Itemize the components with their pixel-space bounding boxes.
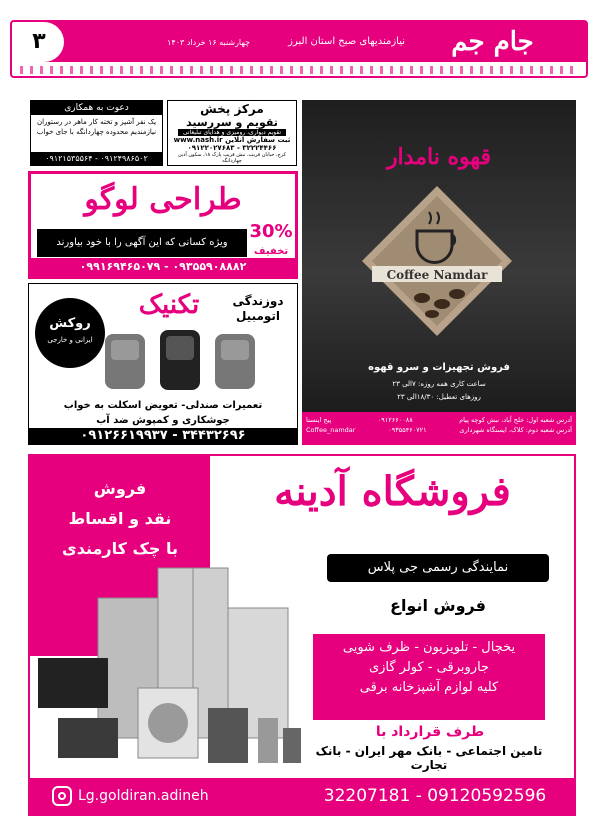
badge-title: روکش [49,316,91,331]
header-divider [20,66,580,74]
coffee-ad [302,100,576,445]
sale-line-2: نقد و اقساط [68,509,172,528]
store-contract: طرف قرارداد با [375,724,485,740]
coffee-branch-1-row [306,415,572,425]
store-ad [28,454,576,816]
header-subtitle: نیازمندیهای صبح استان البرز [288,36,405,47]
store-phone: 32207181 - 09120592596 [323,786,547,806]
upholstery-phones: ۰۹۱۲۶۶۱۹۹۳۷ - ۳۴۴۳۲۶۹۶ [29,428,297,444]
calendar-address: کرج، خیابان قریب، نبش قریب پارک ۱۸، سکون آذین چهاردانگه [177,152,286,164]
store-banks: تامین اجتماعی - بانک مهر ایران - بانک تجارت [315,744,543,772]
classified-hiring [30,100,163,166]
upholstery-ad [28,283,298,445]
appliances-image [38,558,306,776]
store-types: فروش انواع [390,596,486,615]
coffee-footer [302,412,576,445]
classified-phone: ۰۹۱۲۱۵۳۵۵۶۴ - ۰۹۱۲۴۹۸۶۵۰۲ [31,152,162,165]
logo-design-ad [28,171,298,279]
upholstery-desc-1: تعمیرات صندلی- تعویض اسکلت به خواب [63,400,263,411]
logo-ad-phones: ۰۹۹۱۶۹۴۶۵۰۷۹ - ۰۹۳۵۵۹۰۸۸۸۲ [31,258,295,276]
badge-sub: ایرانی و خارجی [47,336,93,344]
store-instagram[interactable] [52,784,252,808]
product-line-2: جاروبرقی - کولر گازی [368,660,490,675]
store-sale-text [40,474,200,564]
branch2-phone: ۰۹۳۵۵۴۶۰۷۲۱ [388,426,427,434]
coffee-logo-text: Coffee Namdar [386,268,488,282]
header-date: چهارشنبه ۱۶ خرداد ۱۴۰۳ [167,38,250,47]
upholstery-brand: تکنیک [138,290,200,320]
instagram-icon [52,786,72,806]
branch1-address: آدرس شعبه اول: خلج آباد، نبش کوچه پیام [459,416,572,424]
insta-label: پیج اینستا [306,416,332,424]
branch2-address: آدرس شعبه دوم: کلاک، ایستگاه شهرداری [459,426,572,434]
calendar-title-1: مرکز پخش [200,102,264,116]
coffee-logo-image [362,186,512,336]
calendar-service: تقویم دیواری، رومیزی و هدایای تبلیغاتی [178,129,286,136]
coffee-hours-1: ساعت کاری همه روزه: ۷الی ۲۳ [392,380,486,388]
upholstery-label: دوزندگی اتومبیل [232,294,284,323]
instagram-handle: Lg.goldiran.adineh [78,788,209,804]
branch1-phone: ۰۹۱۲۶۶۰۰۸۸ [377,416,413,424]
upholstery-desc-2: جوشکاری و کمپوش ضد آب [96,415,230,426]
store-name: فروشگاه آدینه [274,468,511,515]
store-products [313,634,545,720]
calendar-site: www.nash.ir ثبت سفارش آنلاین [173,136,291,144]
newspaper-logo: جام جم [451,27,534,57]
logo-ad-discount: تخفیف [253,246,289,257]
page-number: ۳ [14,22,64,62]
logo-ad-title: طراحی لوگو [84,182,242,217]
coffee-title: قهوه نامدار [386,144,492,170]
classified-title: دعوت به همکاری [31,101,162,115]
classified-body: یک نفر آشپز و تخته کار ماهر در رستوران نیازمندیم محدوده چهاردانگه با جای خواب [36,118,157,136]
coffee-desc: فروش تجهیزات و سرو قهوه [368,362,510,373]
calendar-title-2: تقویم و سررسید [186,116,278,129]
sale-line-3: با چک کارمندی [62,539,178,558]
logo-ad-percent [247,222,295,262]
logo-ad-offer: ویژه کسانی که این آگهی را با خود بیاورند [37,229,247,257]
product-line-1: یخچال - تلویزیون - ظرف شویی [342,640,516,655]
coffee-hours-2: روزهای تعطیل: ۱۸/۳۰الی ۲۳ [397,393,481,401]
classified-calendar [167,100,297,166]
logo-ad-percent-value: 30% [249,221,293,242]
insta-handle: Coffee_namdar [306,426,356,434]
store-agency: نمایندگی رسمی جی پلاس [327,554,549,582]
car-seats-image [95,326,265,396]
product-line-3: کلیه لوازم آشپزخانه برقی [359,680,499,695]
calendar-phones: ۰۹۱۲۲۰۲۷۶۸۳ - ۳۲۲۲۴۴۶۶ [187,144,277,152]
coffee-branch-2-row [306,425,572,435]
sale-line-1: فروش [93,479,147,498]
